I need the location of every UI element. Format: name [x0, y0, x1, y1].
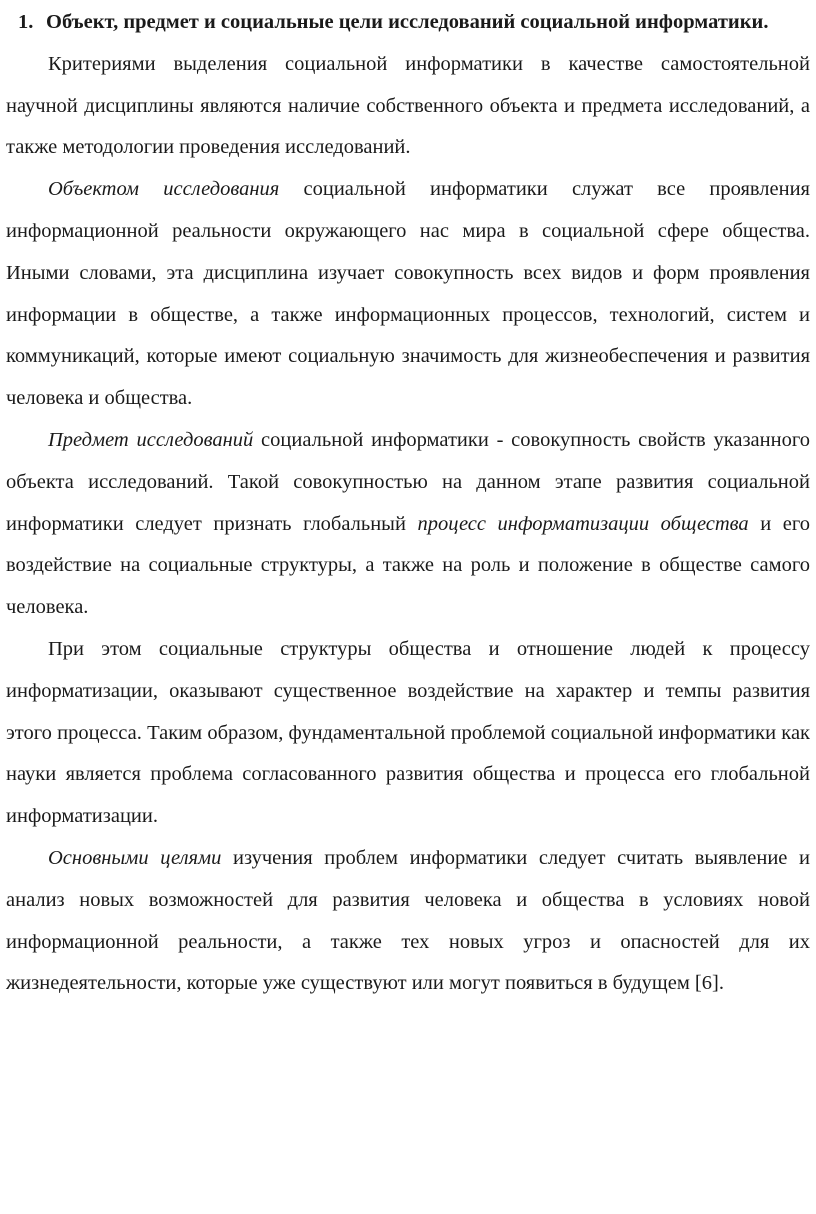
section-heading: [6, 2, 810, 44]
section-number: 1.: [18, 11, 34, 33]
paragraph-subject: [6, 420, 810, 629]
term-main-goals: Основными целями: [48, 846, 222, 869]
term-informatization-process: процесс информатизации общества: [417, 512, 749, 535]
paragraph-subject-text-after: и его воздействие на социальные структуры, а также на роль и положение в обществе самого человека.: [6, 512, 810, 619]
paragraph-object-text: социальной информатики служат все проявления информационной реальности окружающего нас мира в социальной сфере общества. Иными словами, эта дисциплина изучает совокупность всех видов и форм проявления информации в обществе, а также информационных процессов, технологий, систем и коммуникаций, которые имеют социальную значимость для жизнеобеспечения и развития человека и общества.: [6, 178, 810, 410]
paragraph-goals-text: изучения проблем информатики следует считать выявление и анализ новых возможностей для развития человека и общества в условиях новой информационной реальности, а также тех новых угроз и опасностей для их жизнедеятельности, которые уже существуют или могут появиться в будущем [6].: [6, 846, 810, 995]
paragraph-subject-text-before: социальной информатики - совокупность свойств указанного объекта исследований. Такой совокупностью на данном этапе развития социальной информатики следует признать глобальный: [6, 428, 810, 535]
term-object: Объектом исследования: [48, 178, 280, 201]
term-subject: Предмет исследований: [48, 428, 254, 451]
paragraph-social-structures: [6, 629, 810, 838]
paragraph-criteria: [6, 44, 810, 169]
section-title: Объект, предмет и социальные цели исследований социальной информатики.: [46, 11, 769, 33]
paragraph-object: [6, 169, 810, 420]
paragraph-goals: [6, 838, 810, 1005]
paragraph-criteria-text: Критериями выделения социальной информатики в качестве самостоятельной научной дисциплины являются наличие собственного объекта и предмета исследований, а также методологии проведения исследований.: [6, 52, 810, 159]
paragraph-social-structures-text: При этом социальные структуры общества и отношение людей к процессу информатизации, оказывают существенное воздействие на характер и темпы развития этого процесса. Таким образом, фундаментальной проблемой социальной информатики как науки является проблема согласованного развития общества и процесса его глобальной информатизации.: [6, 637, 810, 828]
